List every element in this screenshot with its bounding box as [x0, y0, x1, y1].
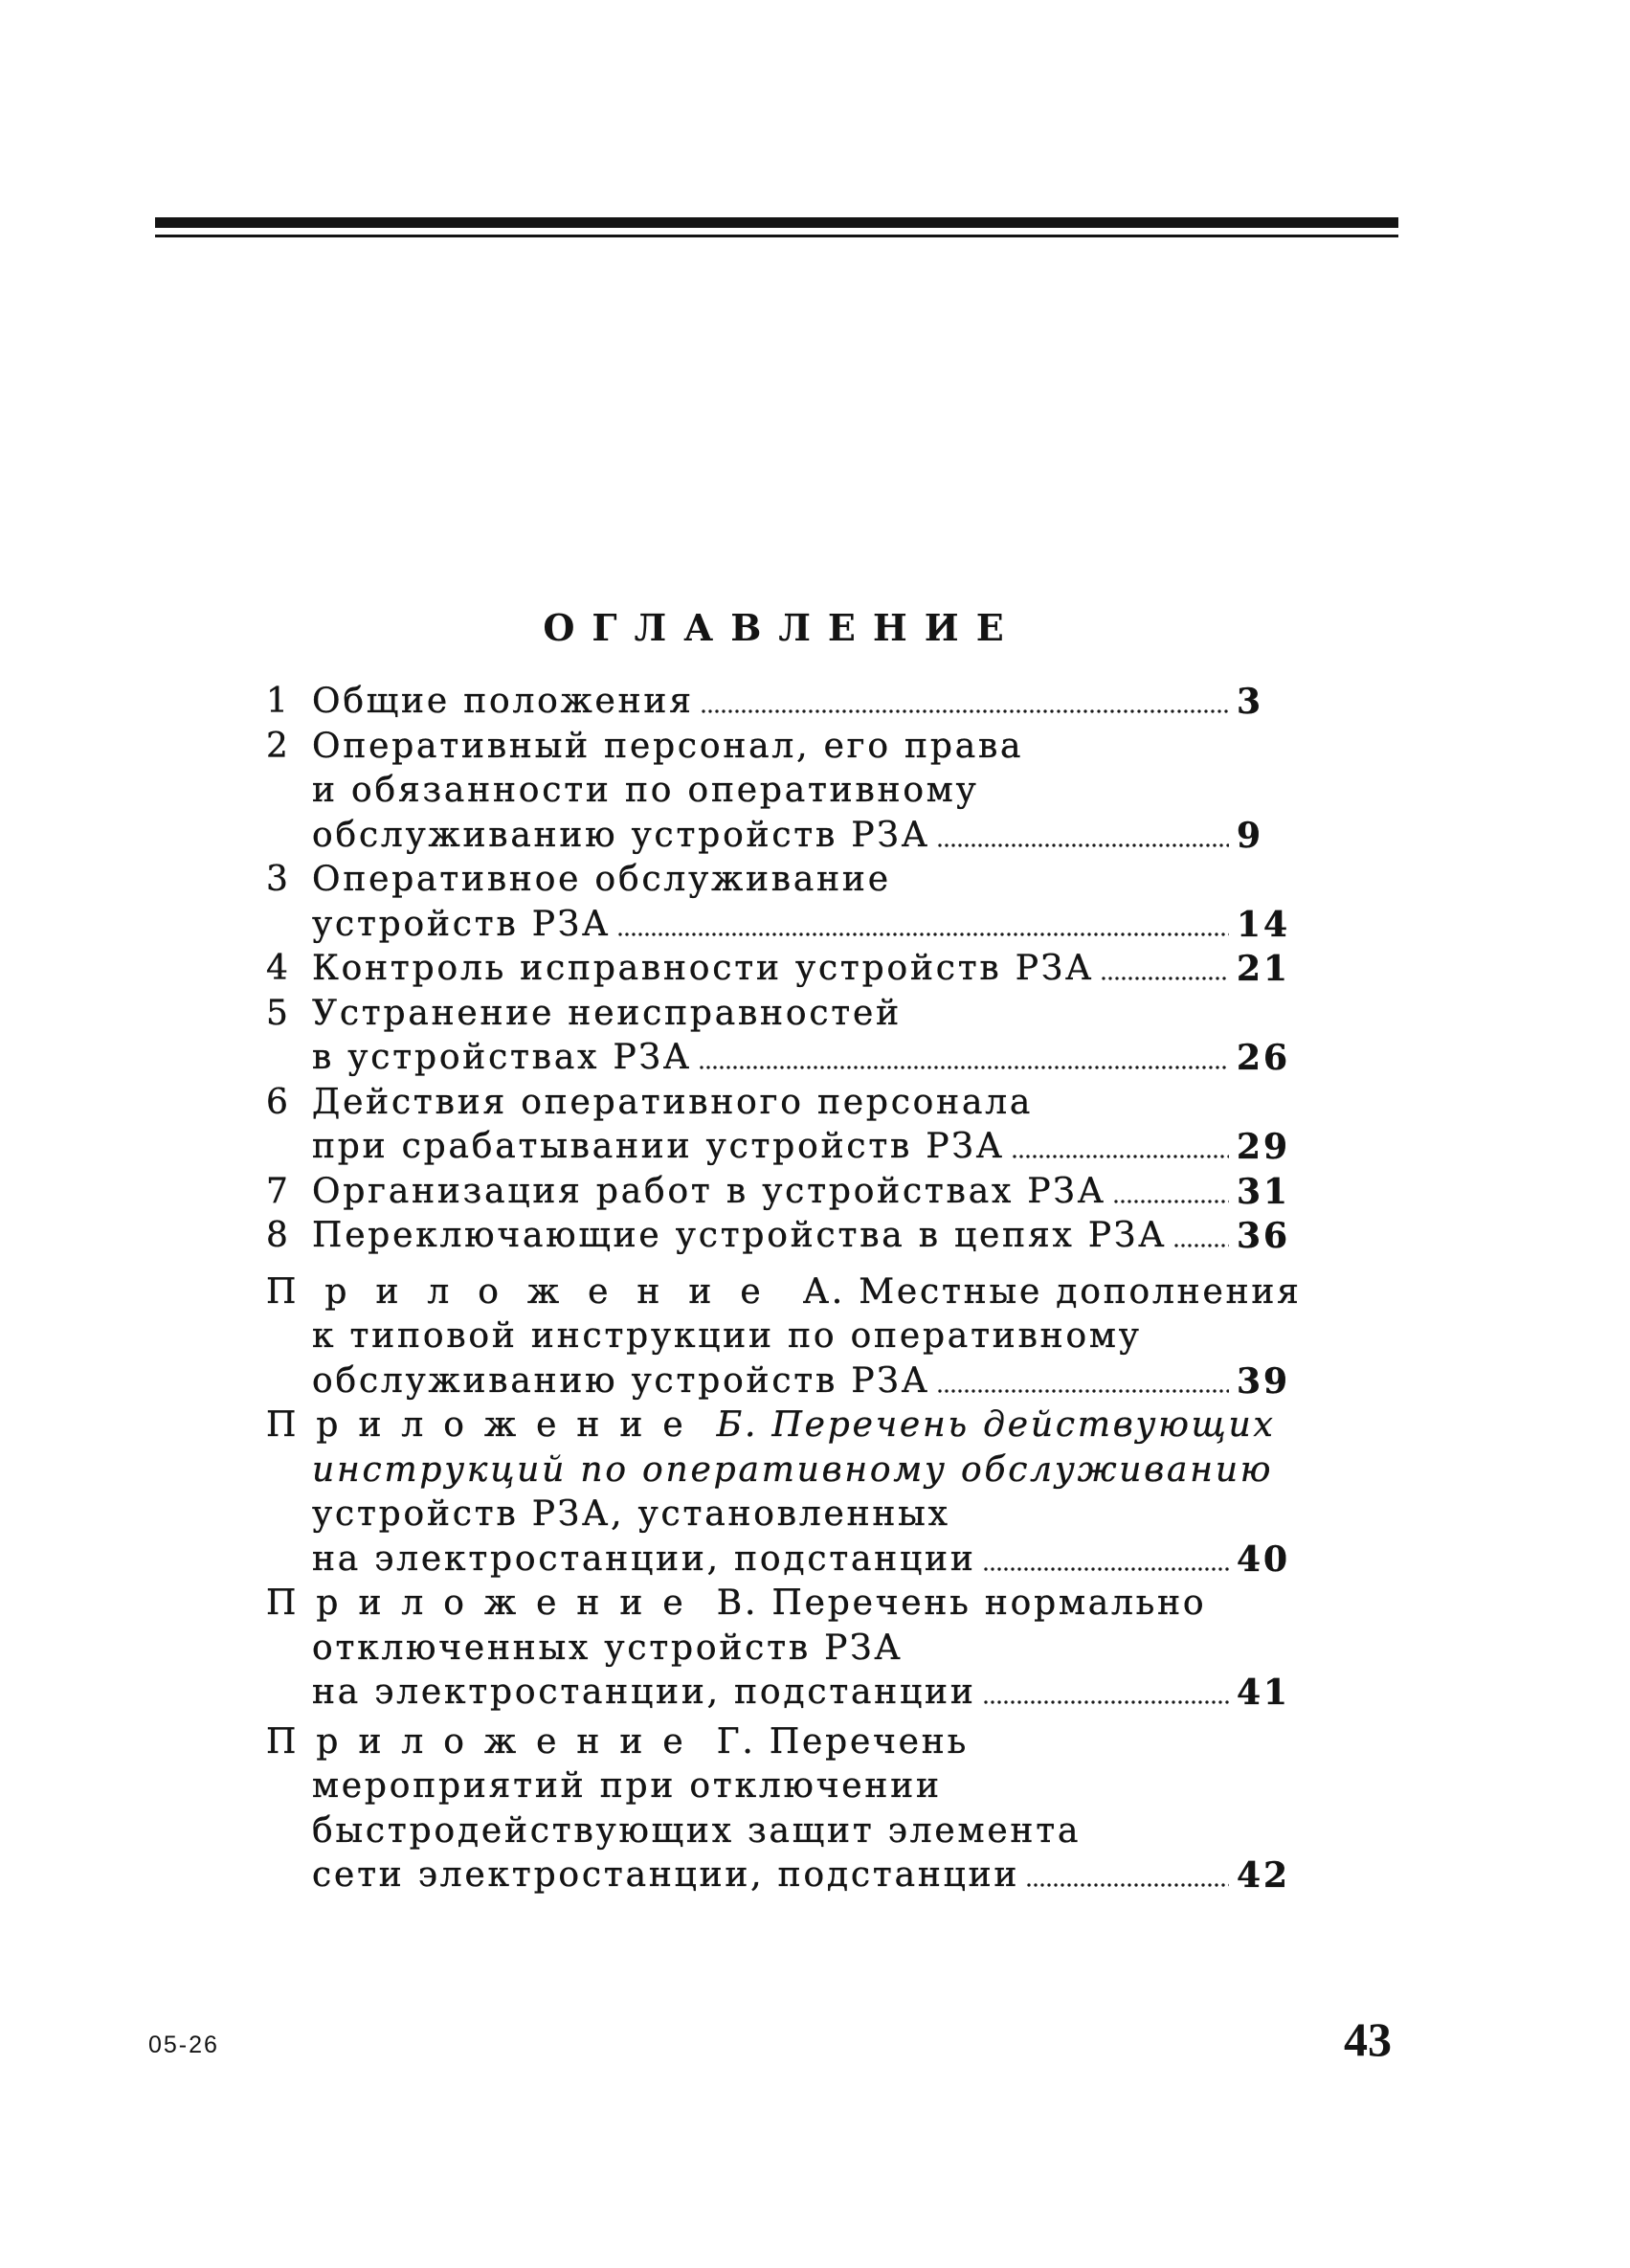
toc-line: [266, 1170, 1294, 1215]
appendix-v: [266, 1582, 1294, 1716]
dot-leader: [618, 903, 1229, 948]
toc-line: [266, 1809, 1294, 1854]
dot-leader: [702, 680, 1229, 725]
entry-page-number: 21: [1237, 949, 1291, 989]
top-rule-thin: [155, 235, 1398, 237]
appendix-heading: [266, 1403, 1276, 1448]
toc-line: [266, 1764, 1294, 1809]
entry-page-number: 9: [1237, 815, 1264, 856]
dot-leader: [1102, 947, 1229, 992]
appendix-label: Приложение: [266, 1583, 703, 1623]
dot-leader: [938, 814, 1229, 859]
dot-leader: [1114, 1170, 1229, 1215]
appendix-b: [266, 1403, 1294, 1582]
entry-title-continued: устройств РЗА: [312, 904, 612, 944]
dot-leader: [1027, 1853, 1229, 1898]
toc-line: [266, 1538, 1294, 1583]
entry-title-continued: устройств РЗА, установленных: [312, 1494, 950, 1534]
toc-line: [266, 947, 1294, 992]
entry-page-number: 31: [1237, 1171, 1291, 1212]
entry-title: Устранение неисправностей: [312, 993, 902, 1033]
toc-entry-8: [266, 1214, 1294, 1259]
toc-line: [266, 903, 1294, 948]
appendix-title: В. Перечень нормально: [716, 1583, 1207, 1623]
footer-print-code: 05-26: [148, 2032, 219, 2058]
entry-title-continued: сети электростанции, подстанции: [312, 1855, 1020, 1895]
appendix-title: А. Местные дополнения: [802, 1271, 1302, 1312]
entry-number: 7: [266, 1171, 291, 1211]
dot-leader: [700, 1036, 1229, 1081]
entry-page-number: 36: [1237, 1216, 1291, 1256]
entry-title: Оперативный персонал, его права: [312, 726, 1024, 766]
toc-line: [266, 1359, 1294, 1404]
toc-entry-3: [266, 858, 1294, 947]
toc-entry-4: [266, 947, 1294, 992]
toc-line: [266, 1270, 1302, 1315]
toc-line: [266, 1720, 1294, 1765]
entry-number: 3: [266, 860, 291, 899]
appendix-heading: [266, 1720, 969, 1765]
entry-page-number: 26: [1237, 1038, 1291, 1078]
toc-line: [266, 1125, 1294, 1170]
toc-line: [266, 1036, 1294, 1081]
toc-line: [266, 858, 1294, 903]
entry-number: 5: [266, 993, 291, 1033]
toc-line: [266, 1671, 1294, 1716]
toc-line: [266, 814, 1294, 859]
toc-entry-7: [266, 1170, 1294, 1215]
entry-title-continued: к типовой инструкции по оперативному: [312, 1316, 1142, 1356]
entry-title-continued: мероприятий при отключении: [312, 1766, 942, 1806]
toc-entry-2: [266, 725, 1294, 859]
toc-line: [266, 1627, 1294, 1672]
entry-title-continued: на электростанции, подстанции: [312, 1673, 976, 1712]
toc-line: [266, 1314, 1294, 1359]
toc-title: ОГЛАВЛЕНИЕ: [543, 606, 1021, 649]
dot-leader: [938, 1359, 1229, 1404]
appendix-g: [266, 1720, 1294, 1898]
toc-line: [266, 1081, 1294, 1126]
entry-title-continued: в устройствах РЗА: [312, 1038, 692, 1077]
top-rule-thick: [155, 217, 1398, 228]
entry-page-number: 14: [1237, 904, 1291, 945]
entry-number: 6: [266, 1082, 291, 1122]
toc-line: [266, 1493, 1294, 1538]
entry-title-continued: быстродействующих защит элемента: [312, 1810, 1082, 1851]
entry-title: Переключающие устройства в цепях РЗА: [312, 1216, 1168, 1255]
entry-page-number: 39: [1237, 1360, 1291, 1402]
entry-title: Общие положения: [312, 682, 694, 721]
entry-title-continued: отключенных устройств РЗА: [312, 1628, 904, 1668]
appendices: [266, 1270, 1302, 1898]
entry-title-continued: обслуживанию устройств РЗА: [312, 1360, 930, 1401]
toc-entry-6: [266, 1081, 1294, 1170]
entry-title-continued: на электростанции, подстанции: [312, 1538, 976, 1579]
entry-title-continued: при срабатывании устройств РЗА: [312, 1127, 1005, 1166]
entry-title: Контроль исправности устройств РЗА: [312, 949, 1095, 988]
entry-title-continued: инструкций по оперативному обслуживанию: [312, 1449, 1274, 1490]
entry-title-continued: обслуживанию устройств РЗА: [312, 815, 930, 855]
entry-number: 1: [266, 682, 291, 721]
toc-line: [266, 1448, 1294, 1493]
toc-line: [266, 680, 1294, 725]
toc-entry-1: [266, 680, 1294, 725]
appendix-label: Приложение: [266, 1721, 703, 1762]
appendix-title: Б. Перечень действующих: [716, 1405, 1276, 1445]
dot-leader: [1174, 1214, 1229, 1259]
dot-leader: [984, 1538, 1229, 1583]
entry-number: 2: [266, 726, 291, 766]
toc-line: [266, 725, 1294, 770]
entry-page-number: 3: [1237, 682, 1264, 722]
entry-title-continued: и обязанности по оперативному: [312, 771, 979, 810]
entry-page-number: 42: [1237, 1855, 1291, 1896]
entry-page-number: 40: [1237, 1538, 1291, 1580]
entry-number: 4: [266, 949, 291, 988]
appendix-a: [266, 1270, 1302, 1404]
entry-number: 8: [266, 1216, 291, 1255]
toc-entry-5: [266, 992, 1294, 1081]
entry-title: Действия оперативного персонала: [312, 1082, 1034, 1122]
appendix-heading: [266, 1582, 1206, 1627]
toc-line: [266, 1214, 1294, 1259]
dot-leader: [1013, 1125, 1229, 1170]
toc-line: [266, 1853, 1294, 1898]
appendix-label: Приложение: [266, 1271, 790, 1312]
appendix-label: Приложение: [266, 1405, 703, 1445]
toc-line: [266, 992, 1294, 1037]
toc-line: [266, 1403, 1294, 1448]
entry-title: Организация работ в устройствах РЗА: [312, 1171, 1106, 1211]
toc-line: [266, 1582, 1294, 1627]
entry-page-number: 41: [1237, 1673, 1291, 1713]
appendix-title: Г. Перечень: [716, 1721, 969, 1762]
table-of-contents: [266, 680, 1302, 1898]
page-number: 43: [1344, 2012, 1392, 2066]
dot-leader: [984, 1671, 1229, 1716]
appendix-heading: [266, 1270, 1302, 1315]
entry-page-number: 29: [1237, 1127, 1291, 1167]
entry-title: Оперативное обслуживание: [312, 860, 891, 899]
toc-line: [266, 769, 1294, 814]
